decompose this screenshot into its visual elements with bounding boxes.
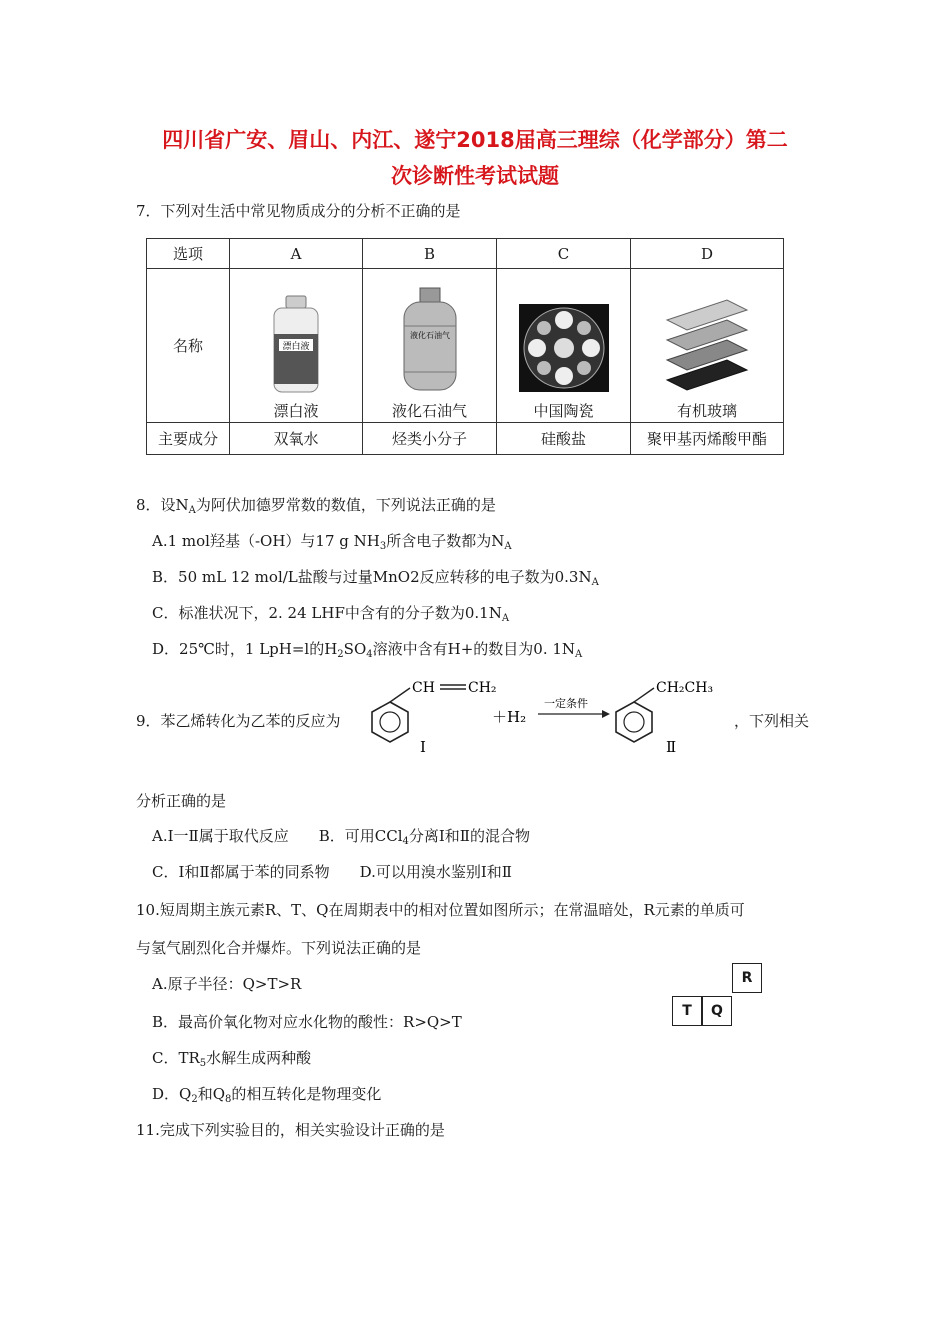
q9-options-ab: A.Ⅰ一Ⅱ属于取代反应 B．可用CCl$_4$分离Ⅰ和Ⅱ的混合物: [152, 827, 530, 847]
q7-header-d: D: [631, 239, 784, 269]
q7-name-c: 中国陶瓷: [533, 401, 594, 420]
label-I: Ⅰ: [420, 738, 426, 756]
bottle-label-text: 漂白液: [282, 341, 310, 352]
q7-table: [146, 238, 784, 455]
q7-cell-b: [363, 269, 497, 423]
q9-reaction-diagram: [362, 672, 732, 762]
q7-name-b: 液化石油气: [391, 401, 467, 420]
gas-tank-image: [398, 286, 462, 394]
q11-stem: 11.完成下列实验目的，相关实验设计正确的是: [136, 1121, 445, 1139]
q8-option-c: C．标准状况下，2. 24 LHF中含有的分子数为$0.1N_A$: [152, 604, 510, 624]
q7-comp-c: 硅酸盐: [497, 423, 631, 455]
reactant-ch2: CH₂: [468, 680, 497, 696]
plus-h2: ＋H₂: [492, 708, 527, 726]
q7-header-b: B: [363, 239, 497, 269]
q7-comp-d: 聚甲基丙烯酸甲酯: [631, 423, 784, 455]
title-line-1: 四川省广安、眉山、内江、遂宁2018届高三理综（化学部分）第二: [162, 128, 788, 152]
periodic-cell-q: Q: [702, 996, 732, 1026]
q8-option-a: A.1 mol羟基（-OH）与17 g $NH_3$所含电子数都为$N_A$: [152, 532, 512, 552]
q7-comp-label: 主要成分: [147, 423, 230, 455]
condition-text: 一定条件: [544, 697, 588, 710]
q7-name-a: 漂白液: [273, 401, 319, 420]
periodic-cell-r: R: [732, 963, 762, 993]
tank-label-text: 液化石油气: [409, 330, 450, 340]
q10-option-c: C．$TR_5$水解生成两种酸: [152, 1049, 312, 1069]
q7-stem: 7．下列对生活中常见物质成分的分析不正确的是: [136, 202, 461, 220]
reactant-ch: CH: [412, 680, 435, 696]
q7-header-c: C: [497, 239, 631, 269]
q7-cell-a: [230, 269, 363, 423]
q10-option-a: A.原子半径：Q>T>R: [152, 975, 302, 993]
q7-header-a: A: [230, 239, 363, 269]
q10-option-d: D．$Q_2$和$Q_8$的相互转化是物理变化: [152, 1085, 382, 1105]
q7-cell-c: [497, 269, 631, 423]
periodic-cell-t: T: [672, 996, 702, 1026]
q8-option-b: B．50 mL 12 mol/L盐酸与过量MnO2反应转移的电子数为$0.3N_A$: [152, 568, 599, 588]
q9-options-cd: C．Ⅰ和Ⅱ都属于苯的同系物 D.可以用溴水鉴别Ⅰ和Ⅱ: [152, 863, 512, 881]
label-II: Ⅱ: [666, 738, 677, 756]
q7-header-option: 选项: [147, 239, 230, 269]
q7-comp-a: 双氧水: [230, 423, 363, 455]
bleach-bottle-image: [266, 294, 326, 394]
title-line-2: 次诊断性考试试题: [391, 164, 559, 188]
q10-option-b: B．最高价氧化物对应水化物的酸性：R>Q>T: [152, 1013, 462, 1031]
porcelain-image: [517, 302, 611, 394]
q9-stem-cont: 分析正确的是: [136, 792, 227, 810]
q8-option-d: D．25℃时，1 LpH=l的$H_2SO_4$溶液中含有H+的数目为0. $1N_A$: [152, 640, 583, 660]
q7-name-label: 名称: [147, 269, 230, 423]
organic-glass-image: [657, 296, 757, 394]
q7-name-d: 有机玻璃: [676, 401, 737, 420]
q8-stem: 8．设$N_A$为阿伏加德罗常数的数值，下列说法正确的是: [136, 496, 496, 516]
q10-stem-2: 与氢气剧烈化合并爆炸。下列说法正确的是: [136, 939, 422, 957]
q9-stem: 9．苯乙烯转化为乙苯的反应为: [136, 712, 341, 730]
q9-stem-tail: ，下列相关: [734, 712, 810, 730]
q7-comp-b: 烃类小分子: [363, 423, 497, 455]
product-group: CH₂CH₃: [656, 680, 714, 696]
q10-stem-1: 10.短周期主族元素R、T、Q在周期表中的相对位置如图所示；在常温暗处，R元素的单质可: [136, 901, 745, 919]
q7-cell-d: [631, 269, 784, 423]
